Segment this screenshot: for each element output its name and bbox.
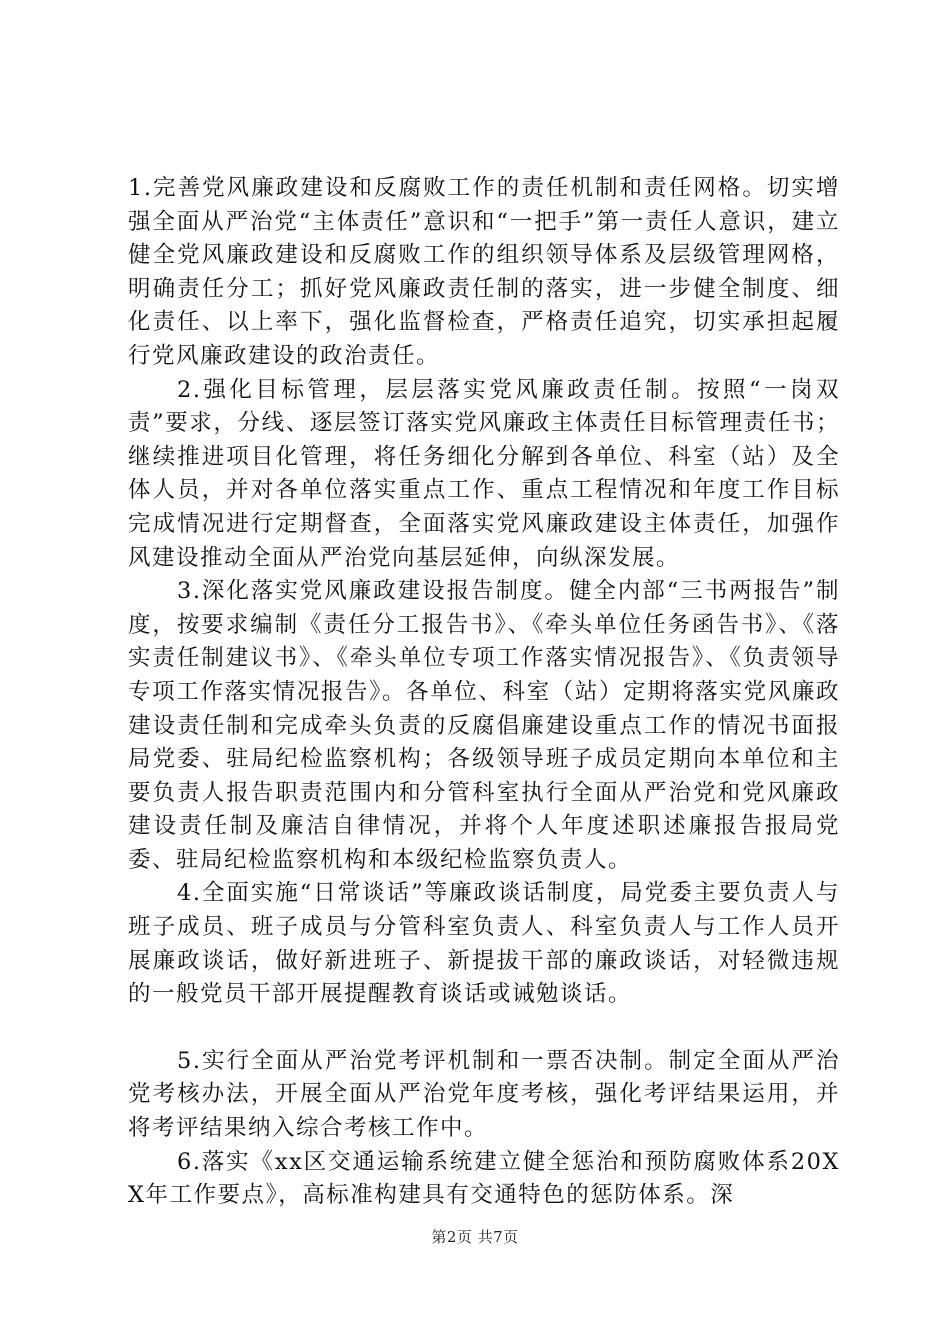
document-body xyxy=(128,172,840,1213)
paragraph-5: 5.实行全面从严治党考评机制和一票否决制。制定全面从严治党考核办法，开展全面从严治党年度考核，强化考评结果运用，并将考评结果纳入综合考核工作中。 xyxy=(128,1047,840,1142)
page-number-footer: 第2页 共7页 xyxy=(431,1228,519,1246)
paragraph-4: 4.全面实施“日常谈话”等廉政谈话制度，局党委主要负责人与班子成员、班子成员与分管科室负责人、科室负责人与工作人员开展廉政谈话，做好新进班子、新提拔干部的廉政谈话，对轻微违规的一般党员干部开展提醒教育谈话或诫勉谈话。 xyxy=(128,880,840,1008)
paragraph-1: 1.完善党风廉政建设和反腐败工作的责任机制和责任网格。切实增强全面从严治党“主体责任”意识和“一把手”第一责任人意识，建立健全党风廉政建设和反腐败工作的组织领导体系及层级管理网格，明确责任分工；抓好党风廉政责任制的落实，进一步健全制度、细化责任、以上率下，强化监督检查，严格责任追究，切实承担起履行党风廉政建设的政治责任。 xyxy=(128,175,840,369)
paragraph-6: 6.落实《xx区交通运输系统建立健全惩治和预防腐败体系20XX年工作要点》，高标准构建具有交通特色的惩防体系。深 xyxy=(128,1148,840,1209)
paragraph-3: 3.深化落实党风廉政建设报告制度。健全内部“三书两报告”制度，按要求编制《责任分工报告书》、《牵头单位任务函告书》、《落实责任制建议书》、《牵头单位专项工作落实情况报告》、《负责领导专项工作落实情况报告》。各单位、科室（站）定期将落实党风廉政建设责任制和完成牵头负责的反腐倡廉建设重点工作的情况书面报局党委、驻局纪检监察机构；各级领导班子成员定期向本单位和主要负责人报告职责范围内和分管科室执行全面从严治党和党风廉政建设责任制及廉洁自律情况，并将个人年度述职述廉报告报局党委、驻局纪检监察机构和本级纪检监察负责人。 xyxy=(128,578,840,873)
paragraph-2: 2.强化目标管理，层层落实党风廉政责任制。按照“一岗双责”要求，分线、逐层签订落实党风廉政主体责任目标管理责任书；继续推进项目化管理，将任务细化分解到各单位、科室（站）及全体人员，并对各单位落实重点工作、重点工程情况和年度工作目标完成情况进行定期督查，全面落实党风廉政建设主体责任，加强作风建设推动全面从严治党向基层延伸，向纵深发展。 xyxy=(128,376,840,571)
